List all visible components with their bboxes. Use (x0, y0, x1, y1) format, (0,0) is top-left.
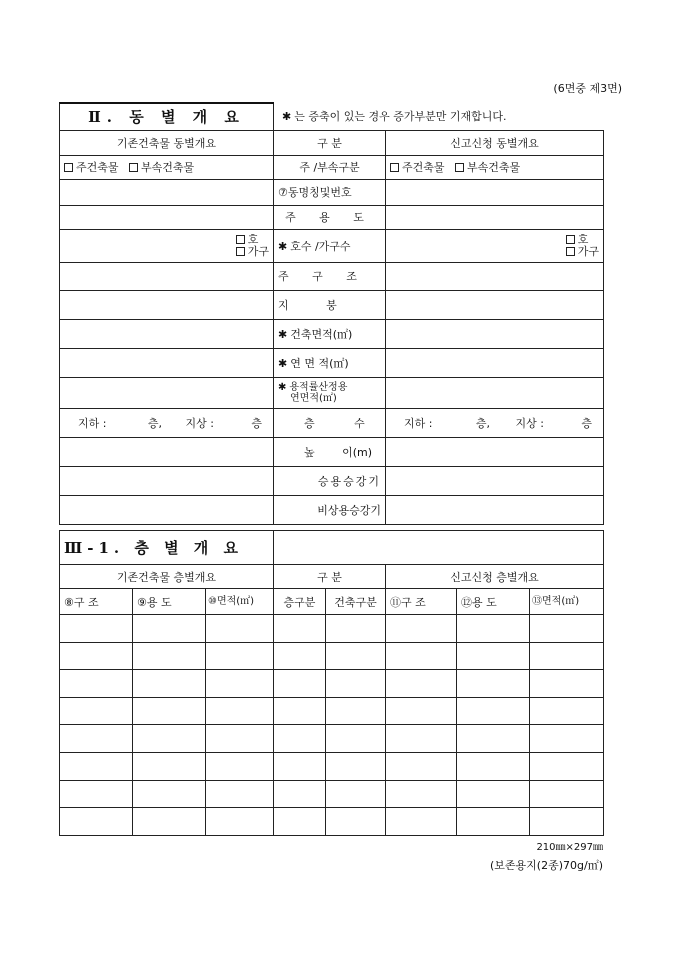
existing-structure-field[interactable] (60, 262, 274, 290)
subheader-structure-new: ⑪구 조 (386, 589, 457, 615)
asterisk-mark-icon: ✱ (282, 110, 292, 124)
new-structure-field[interactable] (386, 262, 604, 290)
label-building-name: ⑦동명칭및번호 (274, 179, 386, 205)
existing-main-use-field[interactable] (60, 205, 274, 229)
asterisk-mark-icon: ✱ (278, 327, 288, 341)
new-total-area-field[interactable] (386, 348, 604, 377)
area-existing-cell[interactable] (206, 697, 274, 725)
use-existing-cell[interactable] (133, 725, 206, 753)
new-units-field[interactable] (386, 229, 604, 262)
checkbox-ho-new[interactable] (566, 235, 575, 244)
checkbox-main-new[interactable] (390, 163, 399, 172)
area-new-cell[interactable] (530, 642, 604, 670)
option-main-label: 주건축물 (402, 161, 445, 174)
existing-building-name-field[interactable] (60, 179, 274, 205)
new-building-name-field[interactable] (386, 179, 604, 205)
floor-type-cell[interactable] (274, 697, 326, 725)
header-floor-category: 구 분 (274, 565, 386, 589)
checkbox-sub-existing[interactable] (129, 163, 138, 172)
new-far-area-field[interactable] (386, 377, 604, 408)
structure-new-cell[interactable] (386, 752, 457, 780)
section-3-title: Ⅲ-1. 층 별 개 요 (60, 531, 274, 565)
building-overview-table (59, 102, 604, 525)
use-new-cell[interactable] (457, 752, 530, 780)
structure-new-cell[interactable] (386, 808, 457, 836)
existing-main-sub-options (60, 155, 274, 179)
floor-type-cell[interactable] (274, 725, 326, 753)
use-existing-cell[interactable] (133, 697, 206, 725)
structure-new-cell[interactable] (386, 642, 457, 670)
header-floor-existing: 기존건축물 층별개요 (60, 565, 274, 589)
use-existing-cell[interactable] (133, 670, 206, 698)
area-existing-cell[interactable] (206, 670, 274, 698)
header-floor-new: 신고신청 층별개요 (386, 565, 604, 589)
area-existing-cell[interactable] (206, 642, 274, 670)
structure-existing-cell[interactable] (60, 808, 133, 836)
new-main-use-field[interactable] (386, 205, 604, 229)
subheader-area-existing: ⑩면적(㎡) (206, 589, 274, 615)
area-new-cell[interactable] (530, 808, 604, 836)
option-sub-label: 부속건축물 (141, 161, 195, 174)
structure-existing-cell[interactable] (60, 752, 133, 780)
asterisk-mark-icon: ✱ (278, 381, 287, 393)
use-new-cell[interactable] (457, 670, 530, 698)
building-type-cell[interactable] (326, 780, 386, 808)
structure-existing-cell[interactable] (60, 615, 133, 643)
existing-far-area-field[interactable] (60, 377, 274, 408)
use-new-cell[interactable] (457, 725, 530, 753)
subheader-area-new: ⑬면적(㎡) (530, 589, 604, 615)
area-existing-cell[interactable] (206, 725, 274, 753)
use-new-cell[interactable] (457, 808, 530, 836)
area-new-cell[interactable] (530, 780, 604, 808)
subheader-floor-type: 층구분 (274, 589, 326, 615)
use-existing-cell[interactable] (133, 752, 206, 780)
floor-type-cell[interactable] (274, 615, 326, 643)
table-row (60, 752, 604, 780)
option-ho-label: 호 (247, 232, 259, 246)
subheader-structure-existing: ⑧구 조 (60, 589, 133, 615)
new-elevator-field[interactable] (386, 466, 604, 495)
existing-elevator-field[interactable] (60, 466, 274, 495)
area-existing-cell[interactable] (206, 615, 274, 643)
building-type-cell[interactable] (326, 697, 386, 725)
table-row (60, 725, 604, 753)
use-new-cell[interactable] (457, 615, 530, 643)
label-building-area: ✱ 건축면적(㎡) (274, 319, 386, 348)
asterisk-mark-icon: ✱ (278, 239, 288, 253)
area-existing-cell[interactable] (206, 780, 274, 808)
use-new-cell[interactable] (457, 697, 530, 725)
label-roof: 지 붕 (274, 290, 386, 319)
building-type-cell[interactable] (326, 752, 386, 780)
area-new-cell[interactable] (530, 725, 604, 753)
label-height: 높 이(m) (274, 437, 386, 466)
structure-existing-cell[interactable] (60, 670, 133, 698)
option-gagu-label: 가구 (577, 244, 599, 258)
area-new-cell[interactable] (530, 697, 604, 725)
new-floors-field[interactable]: 지하 : 층, 지상 : 층 (386, 408, 604, 437)
option-gagu-label: 가구 (247, 244, 269, 258)
new-height-field[interactable] (386, 437, 604, 466)
building-type-cell[interactable] (326, 615, 386, 643)
header-existing: 기존건축물 동별개요 (60, 130, 274, 155)
table-row (60, 670, 604, 698)
use-existing-cell[interactable] (133, 780, 206, 808)
label-far-area: ✱ 용적률산정용 연면적(㎡) (274, 377, 386, 408)
label-main-use: 주 용 도 (274, 205, 386, 229)
new-roof-field[interactable] (386, 290, 604, 319)
structure-existing-cell[interactable] (60, 642, 133, 670)
building-type-cell[interactable] (326, 642, 386, 670)
structure-new-cell[interactable] (386, 615, 457, 643)
asterisk-mark-icon: ✱ (278, 356, 288, 370)
label-structure: 주 구 조 (274, 262, 386, 290)
label-elevator: 승용승강기 (274, 466, 386, 495)
checkbox-sub-new[interactable] (455, 163, 464, 172)
label-floors: 층 수 (274, 408, 386, 437)
table-row (60, 780, 604, 808)
area-existing-cell[interactable] (206, 752, 274, 780)
structure-new-cell[interactable] (386, 725, 457, 753)
paper-size: 210㎜×297㎜ (536, 842, 603, 853)
existing-height-field[interactable] (60, 437, 274, 466)
floor-type-cell[interactable] (274, 780, 326, 808)
use-existing-cell[interactable] (133, 642, 206, 670)
table-row (60, 697, 604, 725)
use-new-cell[interactable] (457, 780, 530, 808)
structure-new-cell[interactable] (386, 780, 457, 808)
use-existing-cell[interactable] (133, 615, 206, 643)
label-units: ✱ 호수 /가구수 (274, 229, 386, 262)
floor-type-cell[interactable] (274, 752, 326, 780)
subheader-building-type: 건축구분 (326, 589, 386, 615)
structure-existing-cell[interactable] (60, 697, 133, 725)
structure-existing-cell[interactable] (60, 725, 133, 753)
structure-new-cell[interactable] (386, 670, 457, 698)
subheader-use-existing: ⑨용 도 (133, 589, 206, 615)
existing-emergency-elevator-field[interactable] (60, 495, 274, 524)
area-existing-cell[interactable] (206, 808, 274, 836)
building-type-cell[interactable] (326, 725, 386, 753)
existing-floors-field[interactable]: 지하 : 층, 지상 : 층 (60, 408, 274, 437)
checkbox-ho-existing[interactable] (236, 235, 245, 244)
use-existing-cell[interactable] (133, 808, 206, 836)
new-emergency-elevator-field[interactable] (386, 495, 604, 524)
existing-building-area-field[interactable] (60, 319, 274, 348)
checkbox-gagu-new[interactable] (566, 247, 575, 256)
area-new-cell[interactable] (530, 752, 604, 780)
structure-new-cell[interactable] (386, 697, 457, 725)
building-type-cell[interactable] (326, 808, 386, 836)
label-main-sub: 주 /부속구분 (274, 155, 386, 179)
floor-rows (60, 615, 604, 836)
floor-overview-table (59, 530, 604, 836)
existing-total-area-field[interactable] (60, 348, 274, 377)
option-ho-label: 호 (577, 232, 589, 246)
label-total-area: ✱ 연 면 적(㎡) (274, 348, 386, 377)
structure-existing-cell[interactable] (60, 780, 133, 808)
floor-type-cell[interactable] (274, 642, 326, 670)
option-sub-label: 부속건축물 (467, 161, 521, 174)
table-row (60, 615, 604, 643)
section-2-title: Ⅱ. 동 별 개 요 (60, 103, 274, 130)
table-row (60, 808, 604, 836)
building-type-cell[interactable] (326, 670, 386, 698)
table-row (60, 642, 604, 670)
floor-type-cell[interactable] (274, 670, 326, 698)
section-2-notice (274, 103, 604, 130)
area-new-cell[interactable] (530, 670, 604, 698)
subheader-use-new: ⑫용 도 (457, 589, 530, 615)
section-3-title-blank (274, 531, 604, 565)
notice-text: 는 증축이 있는 경우 증가부분만 기재합니다. (294, 110, 507, 124)
checkbox-gagu-existing[interactable] (236, 247, 245, 256)
existing-units-field[interactable] (60, 229, 274, 262)
floor-type-cell[interactable] (274, 808, 326, 836)
existing-roof-field[interactable] (60, 290, 274, 319)
new-building-area-field[interactable] (386, 319, 604, 348)
page-number: (6면중 제3면) (553, 82, 622, 95)
paper-spec: (보존용지(2종)70g/㎡) (490, 859, 603, 872)
new-main-sub-options (386, 155, 604, 179)
checkbox-main-existing[interactable] (64, 163, 73, 172)
header-new: 신고신청 동별개요 (386, 130, 604, 155)
option-main-label: 주건축물 (76, 161, 119, 174)
use-new-cell[interactable] (457, 642, 530, 670)
header-category: 구 분 (274, 130, 386, 155)
area-new-cell[interactable] (530, 615, 604, 643)
label-emergency-elevator: 비상용승강기 (274, 495, 386, 524)
